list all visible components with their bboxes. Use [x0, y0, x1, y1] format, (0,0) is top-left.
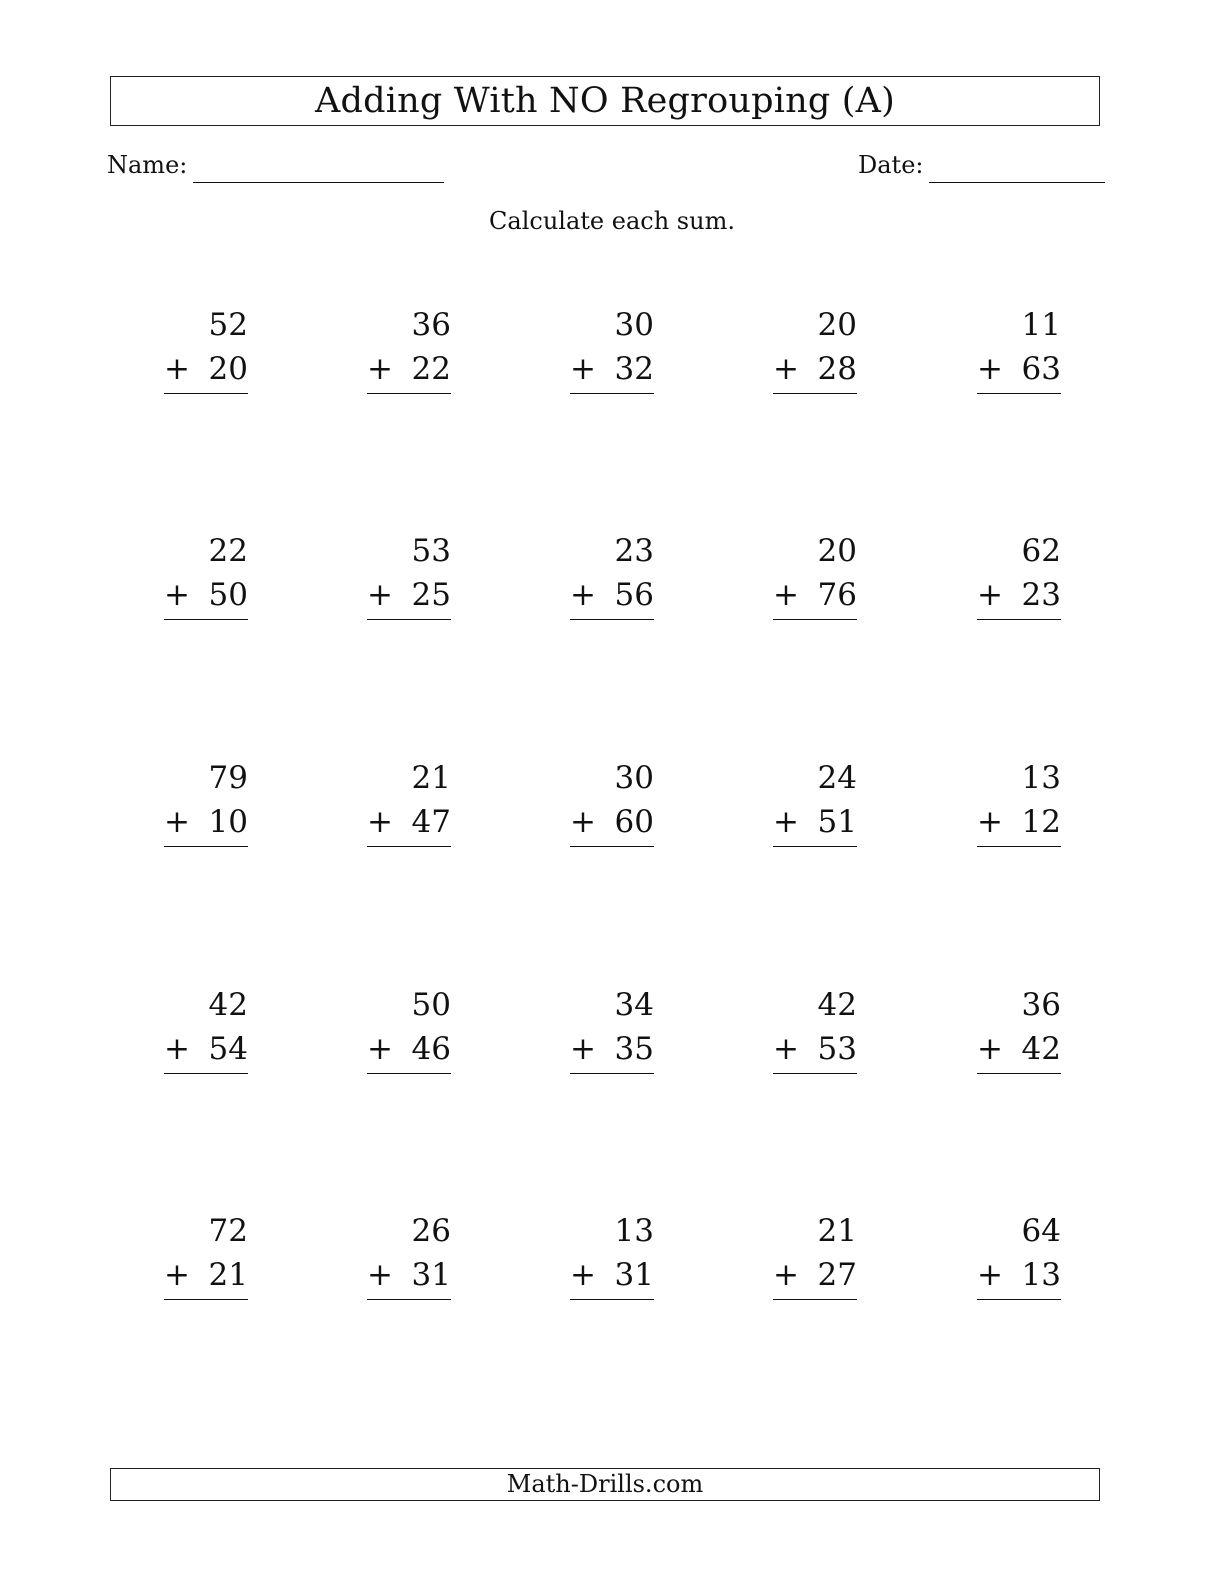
answer-line[interactable] — [164, 619, 248, 620]
addition-problem — [773, 758, 857, 858]
first-addend: 42 — [208, 987, 248, 1023]
addition-problem — [977, 985, 1061, 1085]
plus-sign: + — [773, 351, 799, 387]
first-addend: 62 — [1021, 533, 1061, 569]
plus-sign: + — [367, 804, 393, 840]
addition-problem — [977, 531, 1061, 631]
first-addend: 20 — [817, 307, 857, 343]
addition-problem — [773, 305, 857, 405]
answer-line[interactable] — [570, 846, 654, 847]
second-addend: 51 — [817, 804, 857, 840]
plus-sign: + — [164, 804, 190, 840]
second-addend: 22 — [411, 351, 451, 387]
plus-sign: + — [570, 351, 596, 387]
second-addend: 32 — [614, 351, 654, 387]
first-addend: 36 — [1021, 987, 1061, 1023]
plus-sign: + — [367, 351, 393, 387]
answer-line[interactable] — [570, 1299, 654, 1300]
answer-line[interactable] — [977, 846, 1061, 847]
plus-sign: + — [977, 1257, 1003, 1293]
plus-sign: + — [367, 577, 393, 613]
answer-line[interactable] — [367, 846, 451, 847]
second-addend: 20 — [208, 351, 248, 387]
addition-problem — [367, 305, 451, 405]
addition-problem — [570, 985, 654, 1085]
answer-line[interactable] — [977, 1073, 1061, 1074]
addition-problem — [164, 758, 248, 858]
addition-problem — [570, 305, 654, 405]
answer-line[interactable] — [570, 1073, 654, 1074]
worksheet-title: Adding With NO Regrouping (A) — [110, 76, 1100, 126]
addition-problem — [977, 758, 1061, 858]
second-addend: 31 — [411, 1257, 451, 1293]
plus-sign: + — [164, 577, 190, 613]
footer-credit: Math-Drills.com — [110, 1468, 1100, 1501]
plus-sign: + — [977, 351, 1003, 387]
plus-sign: + — [773, 804, 799, 840]
plus-sign: + — [773, 577, 799, 613]
answer-line[interactable] — [164, 1073, 248, 1074]
plus-sign: + — [164, 351, 190, 387]
addition-problem — [570, 531, 654, 631]
addition-problem — [164, 305, 248, 405]
plus-sign: + — [570, 1031, 596, 1067]
first-addend: 64 — [1021, 1213, 1061, 1249]
first-addend: 26 — [411, 1213, 451, 1249]
addition-problem — [367, 758, 451, 858]
first-addend: 20 — [817, 533, 857, 569]
first-addend: 72 — [208, 1213, 248, 1249]
second-addend: 12 — [1021, 804, 1061, 840]
plus-sign: + — [164, 1257, 190, 1293]
first-addend: 53 — [411, 533, 451, 569]
first-addend: 24 — [817, 760, 857, 796]
addition-problem — [977, 1211, 1061, 1311]
answer-line[interactable] — [367, 1299, 451, 1300]
answer-line[interactable] — [570, 393, 654, 394]
second-addend: 35 — [614, 1031, 654, 1067]
addition-problem — [977, 305, 1061, 405]
addition-problem — [570, 758, 654, 858]
date-label: Date: — [858, 151, 924, 179]
second-addend: 10 — [208, 804, 248, 840]
answer-line[interactable] — [164, 393, 248, 394]
answer-line[interactable] — [773, 393, 857, 394]
first-addend: 23 — [614, 533, 654, 569]
answer-line[interactable] — [977, 619, 1061, 620]
addition-problem — [773, 985, 857, 1085]
first-addend: 30 — [614, 307, 654, 343]
second-addend: 63 — [1021, 351, 1061, 387]
first-addend: 13 — [1021, 760, 1061, 796]
first-addend: 21 — [411, 760, 451, 796]
second-addend: 27 — [817, 1257, 857, 1293]
answer-line[interactable] — [367, 619, 451, 620]
addition-problem — [773, 531, 857, 631]
second-addend: 21 — [208, 1257, 248, 1293]
second-addend: 31 — [614, 1257, 654, 1293]
name-label: Name: — [107, 151, 188, 179]
first-addend: 50 — [411, 987, 451, 1023]
second-addend: 76 — [817, 577, 857, 613]
answer-line[interactable] — [977, 393, 1061, 394]
second-addend: 46 — [411, 1031, 451, 1067]
first-addend: 21 — [817, 1213, 857, 1249]
plus-sign: + — [164, 1031, 190, 1067]
first-addend: 11 — [1021, 307, 1061, 343]
plus-sign: + — [977, 804, 1003, 840]
answer-line[interactable] — [773, 846, 857, 847]
plus-sign: + — [773, 1257, 799, 1293]
second-addend: 23 — [1021, 577, 1061, 613]
plus-sign: + — [570, 577, 596, 613]
answer-line[interactable] — [570, 619, 654, 620]
plus-sign: + — [977, 1031, 1003, 1067]
plus-sign: + — [977, 577, 1003, 613]
answer-line[interactable] — [367, 393, 451, 394]
first-addend: 22 — [208, 533, 248, 569]
addition-problem — [164, 531, 248, 631]
addition-problem — [164, 985, 248, 1085]
answer-line[interactable] — [773, 619, 857, 620]
answer-line[interactable] — [164, 846, 248, 847]
plus-sign: + — [367, 1257, 393, 1293]
plus-sign: + — [570, 1257, 596, 1293]
addition-problem — [367, 985, 451, 1085]
addition-problem — [367, 1211, 451, 1311]
first-addend: 42 — [817, 987, 857, 1023]
second-addend: 28 — [817, 351, 857, 387]
first-addend: 79 — [208, 760, 248, 796]
answer-line[interactable] — [773, 1299, 857, 1300]
second-addend: 13 — [1021, 1257, 1061, 1293]
second-addend: 50 — [208, 577, 248, 613]
second-addend: 42 — [1021, 1031, 1061, 1067]
first-addend: 52 — [208, 307, 248, 343]
addition-problem — [773, 1211, 857, 1311]
plus-sign: + — [570, 804, 596, 840]
second-addend: 47 — [411, 804, 451, 840]
instructions: Calculate each sum. — [489, 207, 735, 235]
first-addend: 30 — [614, 760, 654, 796]
addition-problem — [570, 1211, 654, 1311]
addition-problem — [164, 1211, 248, 1311]
plus-sign: + — [367, 1031, 393, 1067]
answer-line[interactable] — [367, 1073, 451, 1074]
second-addend: 53 — [817, 1031, 857, 1067]
second-addend: 54 — [208, 1031, 248, 1067]
plus-sign: + — [773, 1031, 799, 1067]
second-addend: 60 — [614, 804, 654, 840]
second-addend: 25 — [411, 577, 451, 613]
second-addend: 56 — [614, 577, 654, 613]
first-addend: 13 — [614, 1213, 654, 1249]
addition-problem — [367, 531, 451, 631]
first-addend: 34 — [614, 987, 654, 1023]
answer-line[interactable] — [164, 1299, 248, 1300]
first-addend: 36 — [411, 307, 451, 343]
answer-line[interactable] — [977, 1299, 1061, 1300]
answer-line[interactable] — [773, 1073, 857, 1074]
